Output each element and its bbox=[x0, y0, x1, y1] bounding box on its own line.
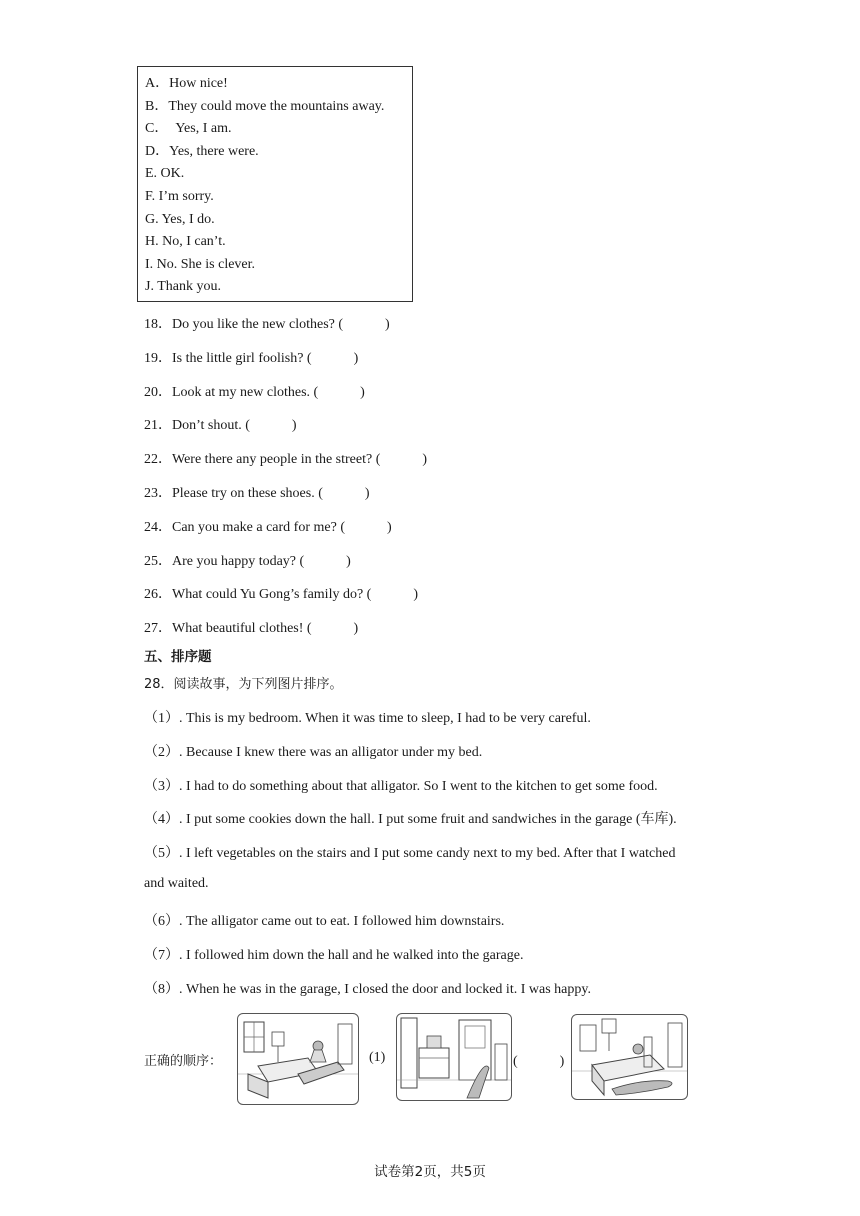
page-footer: 试卷第2页，共5页 bbox=[374, 1164, 486, 1180]
order-first: (1) bbox=[369, 1050, 386, 1065]
order-label: 正确的顺序： bbox=[144, 1054, 223, 1069]
option-e: E. OK. bbox=[145, 166, 185, 182]
order-blank: ( ) bbox=[513, 1054, 565, 1069]
picture-bedroom-1 bbox=[237, 1013, 359, 1105]
option-f: F. I’m sorry. bbox=[145, 188, 214, 204]
story-line-4: （4）. I put some cookies down the hall. I put some fruit and sandwiches in the garage (车库). bbox=[144, 812, 677, 827]
story-line-5: （5）. I left vegetables on the stairs and I put some candy next to my bed. After that I watched bbox=[144, 846, 676, 861]
question-26: 26．What could Yu Gong’s family do? ( ) bbox=[144, 587, 418, 602]
option-c: C． Yes, I am. bbox=[145, 121, 232, 137]
option-b: B．They could move the mountains away. bbox=[145, 98, 385, 114]
story-line-3: （3）. I had to do something about that alligator. So I went to the kitchen to get some food. bbox=[144, 779, 658, 794]
hall-illustration bbox=[397, 1014, 511, 1100]
options-box bbox=[137, 66, 413, 302]
bedroom-illustration-1 bbox=[238, 1014, 358, 1104]
question-27: 27．What beautiful clothes! ( ) bbox=[144, 621, 359, 636]
question-25: 25．Are you happy today? ( ) bbox=[144, 554, 351, 569]
question-20: 20．Look at my new clothes. ( ) bbox=[144, 385, 365, 400]
story-line-8: （8）. When he was in the garage, I closed the door and locked it. I was happy. bbox=[144, 982, 591, 997]
option-g: G. Yes, I do. bbox=[145, 211, 215, 227]
option-a: A．How nice! bbox=[145, 76, 228, 91]
story-line-6: （6）. The alligator came out to eat. I followed him downstairs. bbox=[144, 914, 505, 929]
section-heading: 五、排序题 bbox=[144, 649, 212, 665]
question-24: 24．Can you make a card for me? ( ) bbox=[144, 520, 392, 535]
story-line-2: （2）. Because I knew there was an alligator under my bed. bbox=[144, 745, 483, 760]
picture-hall bbox=[396, 1013, 512, 1101]
question-21: 21．Don’t shout. ( ) bbox=[144, 418, 297, 433]
picture-bedroom-2 bbox=[571, 1014, 688, 1100]
question-22: 22．Were there any people in the street? ( ) bbox=[144, 452, 428, 467]
option-i: I. No. She is clever. bbox=[145, 256, 256, 272]
question-19: 19．Is the little girl foolish? ( ) bbox=[144, 351, 359, 366]
q28-intro: 28．阅读故事，为下列图片排序。 bbox=[144, 677, 343, 692]
option-h: H. No, I can’t. bbox=[145, 234, 226, 250]
bedroom-illustration-2 bbox=[572, 1015, 687, 1099]
option-j: J. Thank you. bbox=[145, 279, 221, 295]
question-18: 18．Do you like the new clothes? ( ) bbox=[144, 317, 390, 332]
story-line-1: （1）. This is my bedroom. When it was time to sleep, I had to be very careful. bbox=[144, 711, 591, 726]
question-23: 23．Please try on these shoes. ( ) bbox=[144, 486, 370, 501]
story-line-7: （7）. I followed him down the hall and he walked into the garage. bbox=[144, 948, 524, 963]
option-d: D．Yes, there were. bbox=[145, 143, 259, 159]
story-line-5-cont: and waited. bbox=[144, 876, 209, 891]
